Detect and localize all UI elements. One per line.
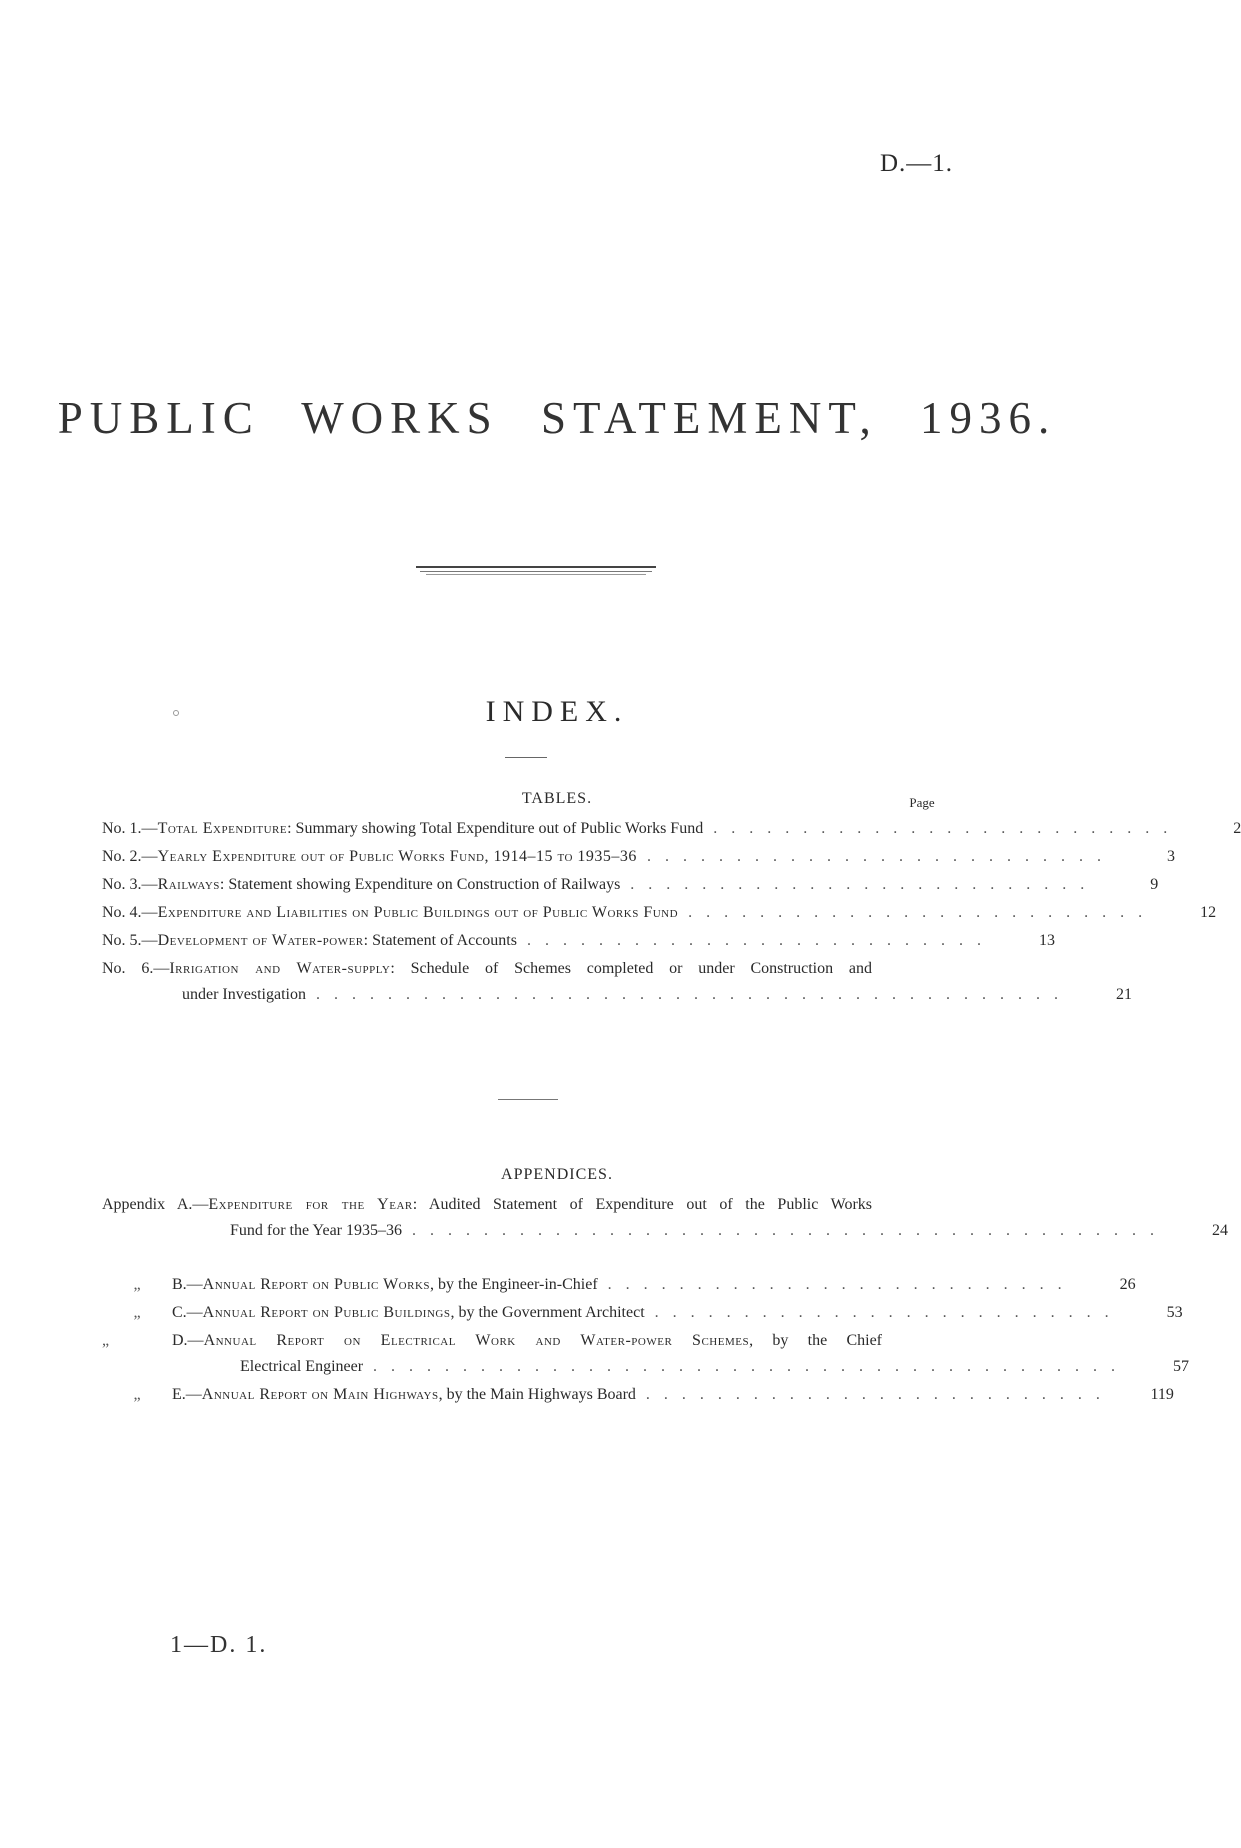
dot-leader: .......................... — [630, 876, 1099, 893]
ditto-mark: „ — [102, 1332, 110, 1349]
appendix-description: , by the Main Highways Board — [438, 1386, 636, 1403]
index-heading: INDEX. — [485, 695, 629, 728]
entry-number: No. 2.— — [102, 848, 158, 865]
entry-number: No. 5.— — [102, 932, 158, 949]
entry-page: 3 — [1166, 848, 1175, 865]
appendix-topic: Annual Report on Electrical Work and Water-power Schemes — [203, 1332, 750, 1349]
appendix-description-continued: Electrical Engineer — [240, 1358, 364, 1375]
entry-description: : Statement showing Expenditure on Construction of Railways — [219, 876, 621, 893]
ditto-mark: „ — [133, 1276, 141, 1293]
entry-page: 2 — [1233, 820, 1241, 837]
page-title: PUBLIC WORKS STATEMENT, 1936. — [57, 393, 1057, 443]
entry-topic: Railways — [157, 876, 220, 893]
entry-number: No. 6.— — [102, 960, 170, 977]
dot-leader: .......................... — [607, 1276, 1076, 1293]
table-entry — [102, 900, 1217, 926]
appendix-page: 57 — [1173, 1358, 1190, 1375]
table-entry — [102, 872, 1159, 898]
entry-description: : Statement of Accounts — [363, 932, 517, 949]
appendix-page: 26 — [1119, 1276, 1136, 1293]
appendix-description: : Audited Statement of Expenditure out of the Public Works — [412, 1196, 872, 1213]
ditto-mark: „ — [133, 1304, 141, 1321]
table-entry — [102, 928, 1055, 954]
section-divider — [498, 1099, 558, 1100]
entry-page: 13 — [1038, 932, 1055, 949]
appendix-entry — [102, 1192, 1228, 1244]
dot-leader: .......................................... — [412, 1222, 1168, 1239]
entry-number: No. 3.— — [102, 876, 158, 893]
appendix-entry — [102, 1382, 1174, 1408]
appendix-page: 53 — [1166, 1304, 1183, 1321]
dot-leader: .......................... — [646, 848, 1115, 865]
appendix-topic: Annual Report on Main Highways — [201, 1386, 439, 1403]
dot-leader: .......................... — [645, 1386, 1114, 1403]
appendix-description: , by the Engineer-in-Chief — [430, 1276, 598, 1293]
entry-topic: Total Expenditure — [157, 820, 288, 837]
title-divider — [416, 566, 656, 575]
appendix-prefix: B.— — [172, 1276, 203, 1293]
appendix-description-continued: Fund for the Year 1935–36 — [230, 1222, 402, 1239]
ditto-mark: „ — [133, 1386, 141, 1403]
table-entry — [102, 956, 1132, 1008]
table-entry — [102, 844, 1175, 870]
entry-topic: Irrigation and Water-supply — [169, 960, 391, 977]
appendix-prefix: D.— — [172, 1332, 204, 1349]
page-column-heading: Page — [909, 795, 935, 810]
entry-page: 21 — [1115, 986, 1132, 1003]
dot-leader: .......................................... — [315, 986, 1072, 1003]
appendix-topic: Annual Report on Public Buildings — [202, 1304, 451, 1321]
dot-leader: .......................... — [713, 820, 1182, 837]
appendix-description: , by the Government Architect — [450, 1304, 645, 1321]
appendix-entry — [102, 1328, 1190, 1380]
entry-page: 12 — [1200, 904, 1217, 921]
appendix-prefix: Appendix A.— — [102, 1196, 209, 1213]
entry-page: 9 — [1150, 876, 1159, 893]
entry-description: , 1914–15 to 1935–36 — [484, 848, 637, 865]
dot-leader: .......................... — [688, 904, 1157, 921]
appendix-entry — [102, 1272, 1136, 1298]
entry-number: No. 1.— — [102, 820, 158, 837]
tables-heading: TABLES. — [521, 790, 593, 807]
document-reference: D.—1. — [880, 150, 954, 177]
footer-signature: 1—D. 1. — [170, 1632, 268, 1658]
appendix-page: 24 — [1212, 1222, 1228, 1239]
entry-description: : Summary showing Total Expenditure out of Public Works Fund — [287, 820, 704, 837]
appendices-heading: APPENDICES. — [501, 1166, 613, 1183]
dot-leader: .......................... — [526, 932, 995, 949]
appendix-entry — [102, 1300, 1183, 1326]
dot-leader: .......................... — [654, 1304, 1123, 1321]
entry-topic: Development of Water-power — [157, 932, 364, 949]
entry-description: : Schedule of Schemes completed or under Construction and — [390, 960, 873, 977]
appendix-topic: Annual Report on Public Works — [202, 1276, 431, 1293]
table-entry — [102, 816, 1241, 842]
appendix-topic: Expenditure for the Year — [208, 1196, 413, 1213]
appendix-prefix: E.— — [172, 1386, 202, 1403]
appendix-description: , by the Chief — [749, 1332, 882, 1349]
index-divider — [505, 757, 547, 758]
appendix-prefix: C.— — [172, 1304, 203, 1321]
entry-description-continued: under Investigation — [182, 986, 306, 1003]
dot-leader: .......................................... — [373, 1358, 1130, 1375]
entry-topic: Yearly Expenditure out of Public Works Fund — [157, 848, 485, 865]
entry-topic: Expenditure and Liabilities on Public Buildings out of Public Works Fund — [157, 904, 679, 921]
entry-number: No. 4.— — [102, 904, 158, 921]
appendix-page: 119 — [1150, 1386, 1174, 1403]
